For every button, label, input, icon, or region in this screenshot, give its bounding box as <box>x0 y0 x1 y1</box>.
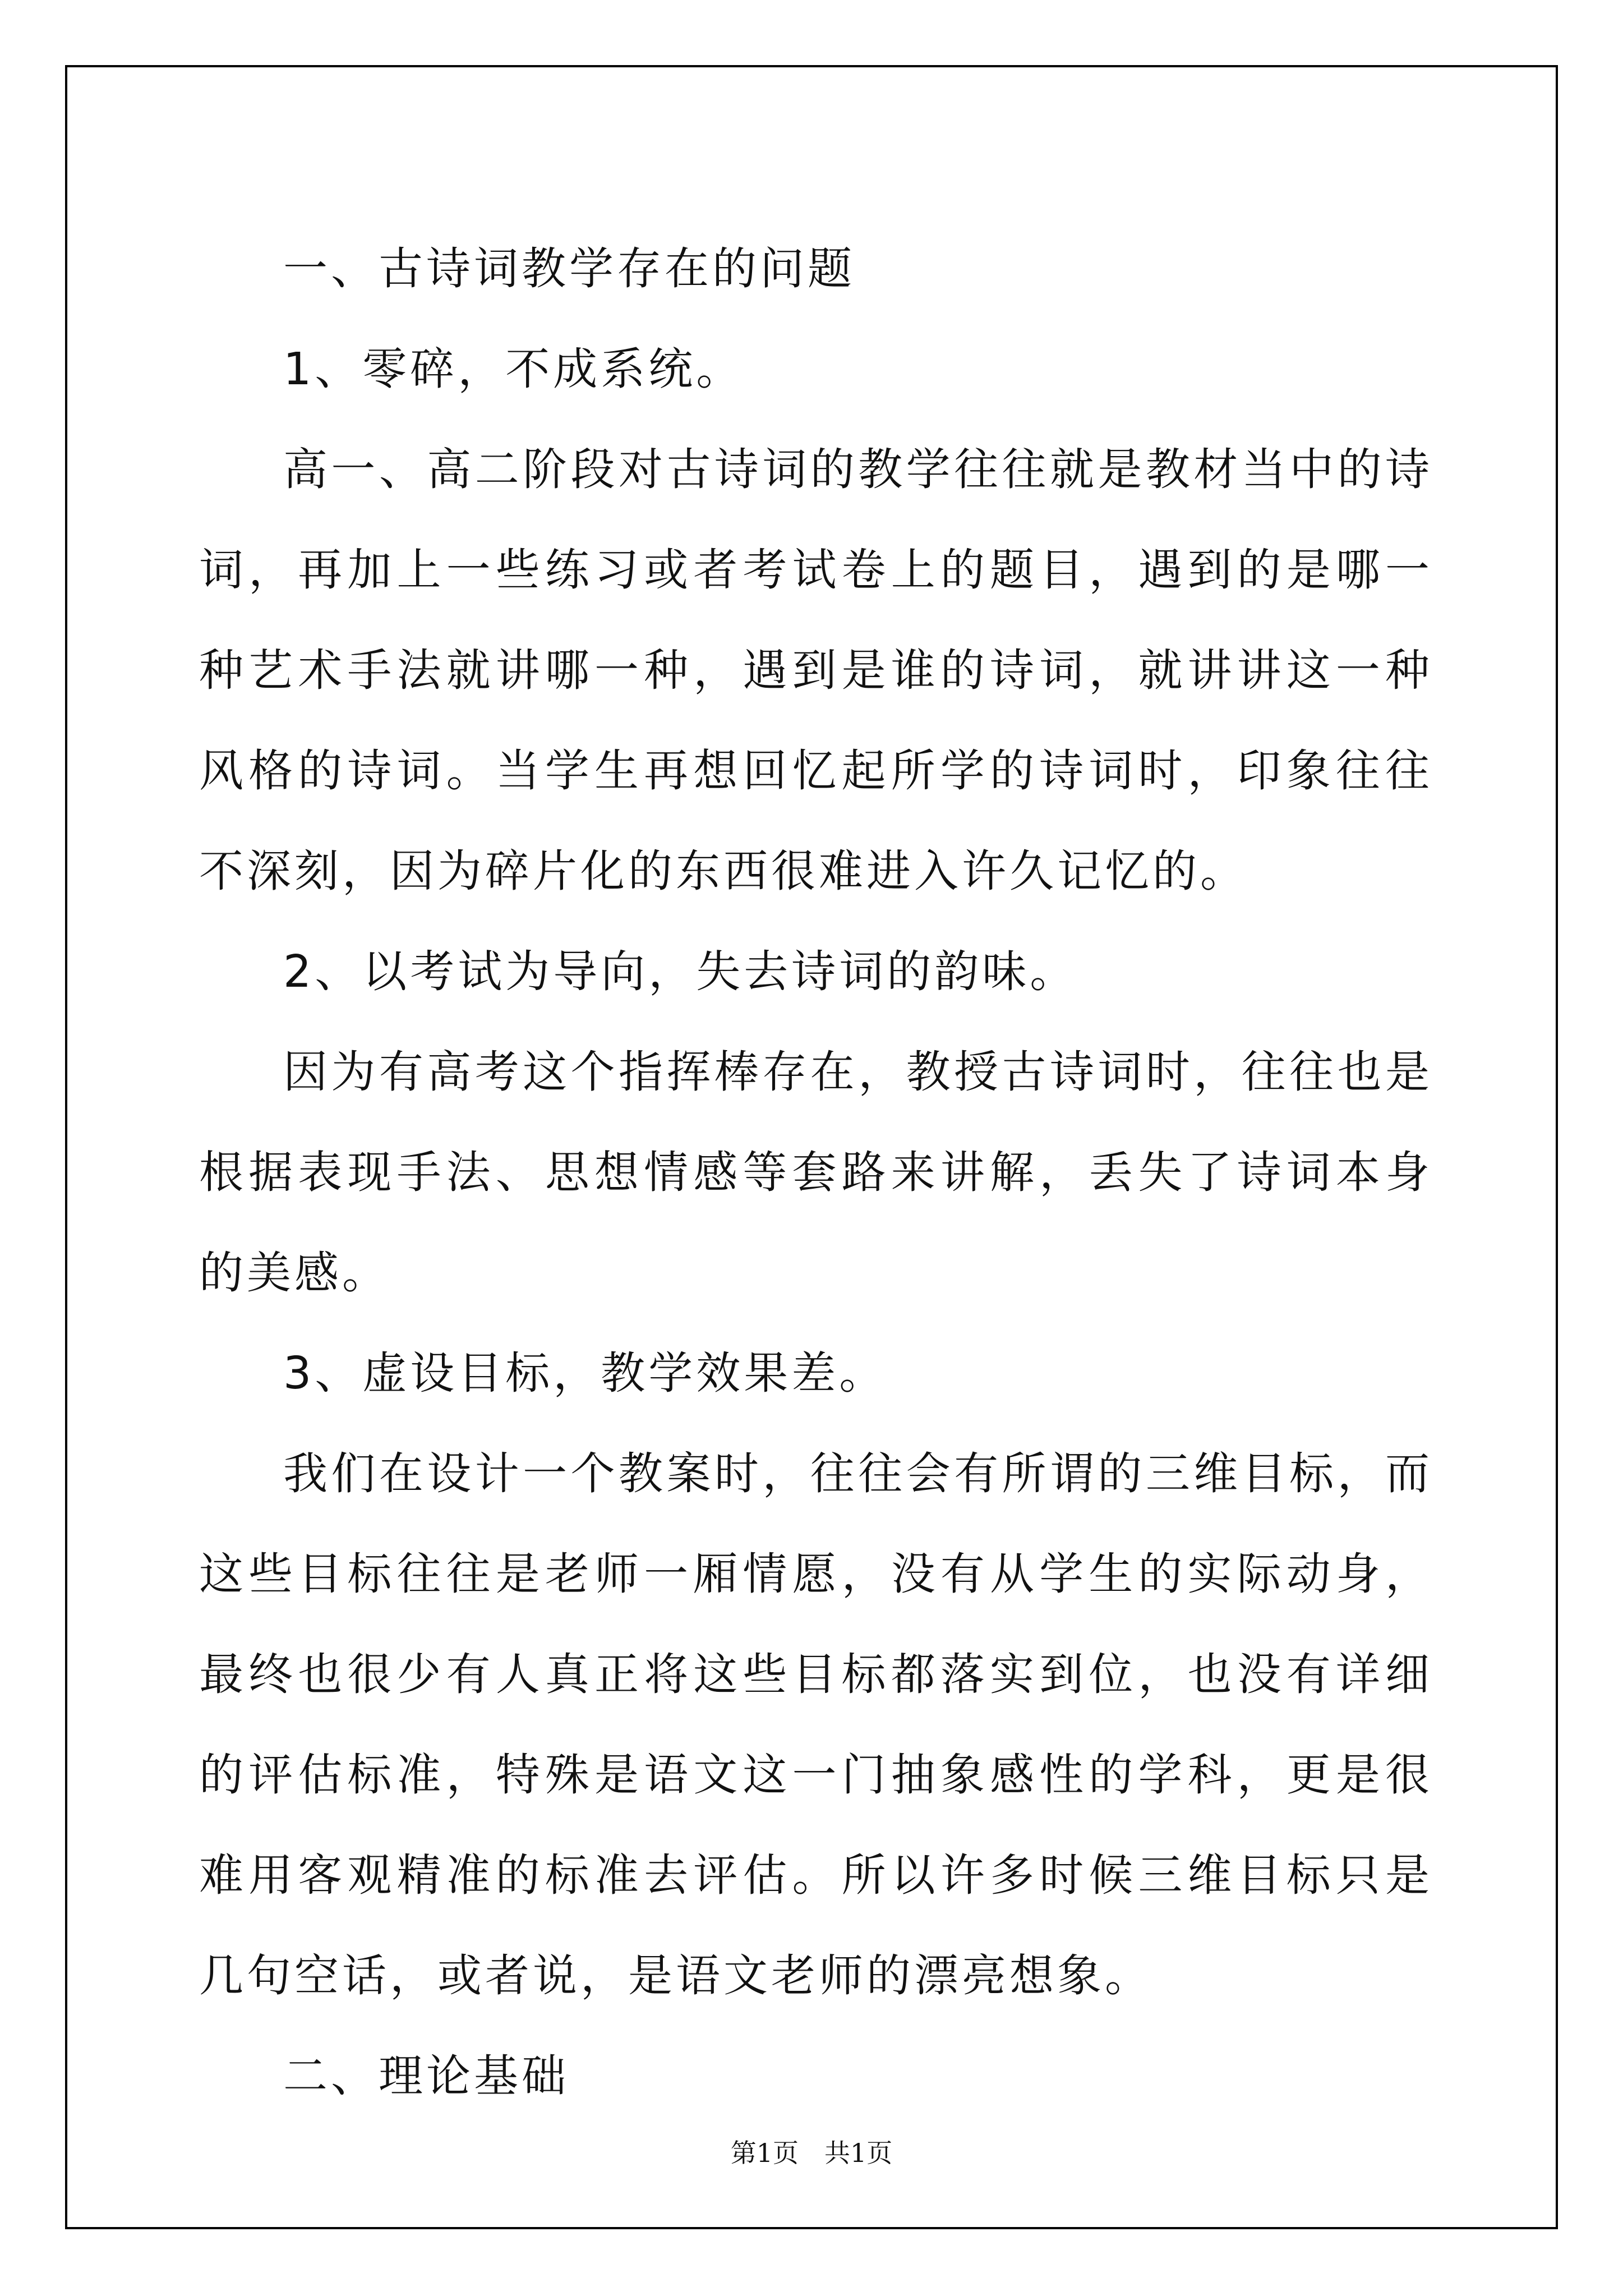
subheading-exam-oriented: 2、以考试为导向，失去诗词的韵味。 <box>283 946 1078 997</box>
subheading-fragmented: 1、零碎，不成系统。 <box>283 343 744 395</box>
paragraph-fragmented-teaching: 高一、高二阶段对古诗词的教学往往就是教材当中的诗词，再加上一些练习或者考试卷上的题目，遇到的是哪一种艺术手法就讲哪一种，遇到是谁的诗词，就讲讲这一种风格的诗词。当学生再想回忆起所学的诗词时，印象往往不深刻，因为碎片化的东西很难进入许久记忆的。 <box>199 444 1433 897</box>
paragraph-exam-oriented: 因为有高考这个指挥棒存在，教授古诗词时，往往也是根据表现手法、思想情感等套路来讲解，丢失了诗词本身的美感。 <box>199 1046 1433 1299</box>
section-heading-problems: 一、古诗词教学存在的问题 <box>283 243 855 295</box>
subheading-false-goals: 3、虚设目标，教学效果差。 <box>283 1347 887 1399</box>
page-number-footer: 第1页 共1页 <box>730 2138 893 2168</box>
document-body <box>199 219 1433 2127</box>
paragraph-false-goals: 我们在设计一个教案时，往往会有所谓的三维目标，而这些目标往往是老师一厢情愿，没有从学生的实际动身，最终也很少有人真正将这些目标都落实到位，也没有详细的评估标准，特殊是语文这一门抽象感性的学科，更是很难用客观精准的标准去评估。所以许多时候三维目标只是几句空话，或者说，是语文老师的漂亮想象。 <box>199 1448 1433 2001</box>
section-heading-theory: 二、理论基础 <box>283 2050 569 2102</box>
